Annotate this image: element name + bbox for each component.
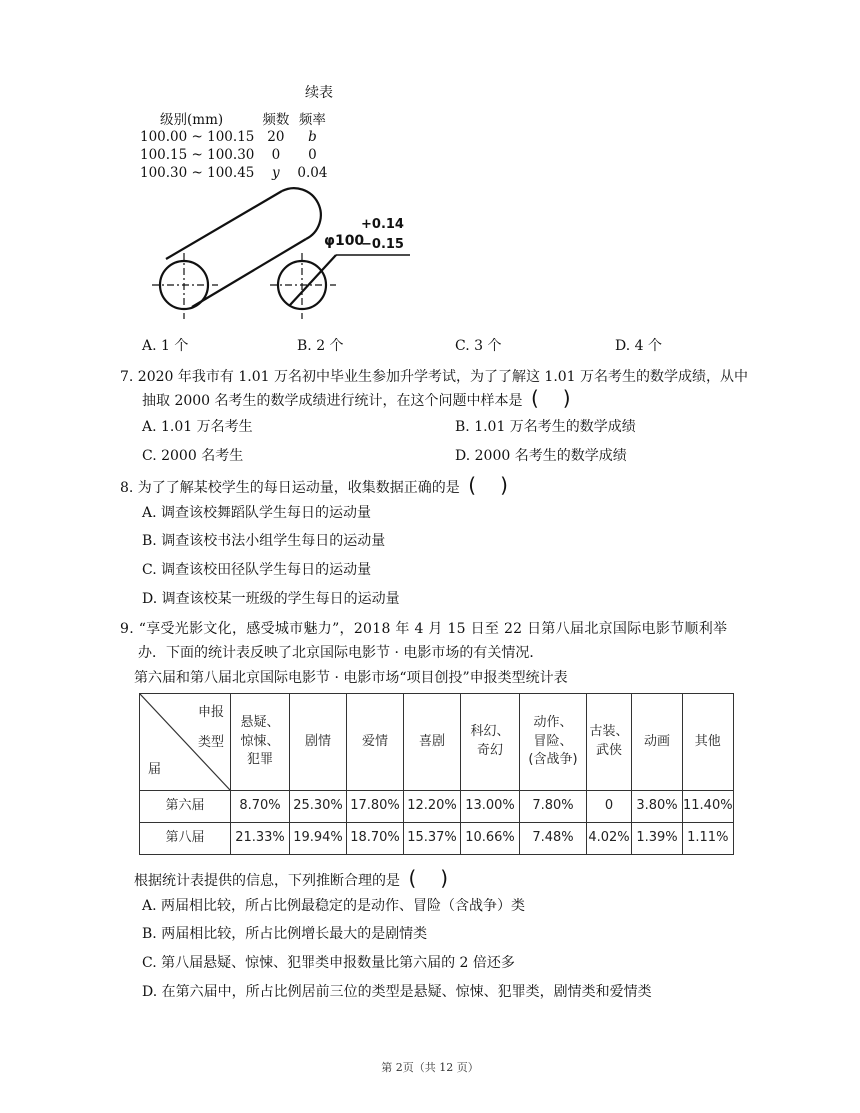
q7-stem-line1: 7. 2020 年我市有 1.01 万名初中毕业生参加升学考试，为了了解这 1.01 万名考生的数学成绩，从中 bbox=[120, 369, 749, 385]
table-cell: 4.02% bbox=[587, 823, 632, 855]
cell-rate: 0.04 bbox=[297, 165, 328, 181]
cylinder-figure bbox=[138, 183, 418, 323]
header-level: 级别(mm) bbox=[160, 112, 224, 128]
table-row bbox=[140, 791, 734, 823]
row-label: 第六届 bbox=[140, 791, 231, 823]
table-cell: 11.40% bbox=[683, 791, 734, 823]
frequency-table bbox=[138, 108, 335, 182]
column-header: 悬疑、 惊悚、 犯罪 bbox=[231, 694, 290, 791]
q7-option-d: D. 2000 名考生的数学成绩 bbox=[455, 448, 627, 464]
table-row bbox=[138, 146, 335, 164]
q7-stem-text: 抽取 2000 名考生的数学成绩进行统计，在这个问题中样本是 bbox=[142, 393, 523, 409]
q9-stem-line2: 办．下面的统计表反映了北京国际电影节 · 电影市场的有关情况． bbox=[138, 645, 544, 661]
table-cell: 25.30% bbox=[290, 791, 347, 823]
cell-rate: b bbox=[308, 129, 317, 145]
header-count: 频数 bbox=[262, 112, 290, 128]
column-header: 科幻、 奇幻 bbox=[461, 694, 520, 791]
q6-option-b: B. 2 个 bbox=[297, 338, 344, 354]
q9-option-d: D. 在第六届中，所占比例居前三位的类型是悬疑、惊悚、犯罪类，剧情类和爱情类 bbox=[142, 984, 652, 1000]
table-cell: 13.00% bbox=[461, 791, 520, 823]
cell-count: 0 bbox=[271, 147, 281, 163]
q6-option-d: D. 4 个 bbox=[615, 338, 662, 354]
dimension-lower-tolerance: −0.15 bbox=[361, 237, 404, 252]
table-row bbox=[140, 823, 734, 855]
table-header-row bbox=[140, 694, 734, 791]
column-header: 动作、 冒险、 (含战争) bbox=[520, 694, 587, 791]
cell-level: 100.30 ~ 100.45 bbox=[140, 165, 255, 181]
cell-level: 100.00 ~ 100.15 bbox=[140, 129, 255, 145]
dimension-upper-tolerance: +0.14 bbox=[361, 217, 404, 232]
table-row bbox=[138, 164, 335, 182]
q8-option-c: C. 调查该校田径队学生每日的运动量 bbox=[142, 562, 372, 578]
q9-question-text: 根据统计表提供的信息，下列推断合理的是 bbox=[134, 873, 400, 889]
table-cell: 19.94% bbox=[290, 823, 347, 855]
table-cell: 12.20% bbox=[404, 791, 461, 823]
corner-label-top: 申报 bbox=[197, 705, 224, 720]
corner-label-mid: 类型 bbox=[197, 735, 224, 750]
q8-stem-text: 8. 为了了解某校学生的每日运动量，收集数据正确的是 bbox=[120, 480, 460, 496]
header-rate: 频率 bbox=[298, 112, 326, 128]
q9-option-c: C. 第八届悬疑、惊悚、犯罪类申报数量比第六届的 2 倍还多 bbox=[142, 955, 515, 971]
q7-option-a: A. 1.01 万名考生 bbox=[142, 419, 253, 435]
column-header: 喜剧 bbox=[404, 694, 461, 791]
row-label: 第八届 bbox=[140, 823, 231, 855]
q7-option-c: C. 2000 名考生 bbox=[142, 448, 244, 464]
q9-option-b: B. 两届相比较，所占比例增长最大的是剧情类 bbox=[142, 926, 428, 942]
page-footer: 第 2页（共 12 页） bbox=[381, 1061, 479, 1074]
q9-table-title: 第六届和第八届北京国际电影节 · 电影市场“项目创投”申报类型统计表 bbox=[134, 670, 568, 686]
table-cell: 3.80% bbox=[632, 791, 683, 823]
answer-blank: ( ) bbox=[530, 386, 571, 410]
column-header: 动画 bbox=[632, 694, 683, 791]
q8-option-b: B. 调查该校书法小组学生每日的运动量 bbox=[142, 533, 386, 549]
q6-option-a: A. 1 个 bbox=[142, 338, 189, 354]
table-corner-cell bbox=[140, 694, 231, 791]
table-cell: 7.80% bbox=[520, 791, 587, 823]
cell-count: 20 bbox=[267, 129, 285, 145]
table-cell: 1.11% bbox=[683, 823, 734, 855]
cell-count: y bbox=[272, 165, 280, 181]
table-cell: 21.33% bbox=[231, 823, 290, 855]
dimension-main: φ100 bbox=[324, 233, 365, 249]
cell-level: 100.15 ~ 100.30 bbox=[140, 147, 255, 163]
table-cell: 1.39% bbox=[632, 823, 683, 855]
q7-stem-line2 bbox=[142, 386, 571, 410]
cell-rate: 0 bbox=[308, 147, 317, 163]
answer-blank: ( ) bbox=[408, 866, 449, 890]
q8-option-a: A. 调查该校舞蹈队学生每日的运动量 bbox=[142, 505, 372, 521]
table-cell: 8.70% bbox=[231, 791, 290, 823]
column-header: 剧情 bbox=[290, 694, 347, 791]
table-cell: 10.66% bbox=[461, 823, 520, 855]
table-row bbox=[138, 128, 335, 146]
answer-blank: ( ) bbox=[468, 473, 508, 497]
q9-stem-line1: 9. “享受光影文化，感受城市魅力”，2018 年 4 月 15 日至 22 日第八届北京国际电影节顺利举 bbox=[120, 621, 728, 637]
table-cell: 17.80% bbox=[347, 791, 404, 823]
column-header: 古装、 武侠 bbox=[587, 694, 632, 791]
frequency-table-header bbox=[138, 108, 335, 128]
corner-label-bottom: 届 bbox=[148, 762, 162, 778]
table-cell: 7.48% bbox=[520, 823, 587, 855]
continued-table-label: 续表 bbox=[305, 85, 333, 101]
table-cell: 15.37% bbox=[404, 823, 461, 855]
q8-stem bbox=[120, 473, 508, 497]
film-stat-table bbox=[139, 693, 734, 855]
column-header: 其他 bbox=[683, 694, 734, 791]
column-header: 爱情 bbox=[347, 694, 404, 791]
q9-question-stem bbox=[134, 866, 449, 890]
table-cell: 18.70% bbox=[347, 823, 404, 855]
table-cell: 0 bbox=[587, 791, 632, 823]
q7-option-b: B. 1.01 万名考生的数学成绩 bbox=[455, 419, 636, 435]
q9-option-a: A. 两届相比较，所占比例最稳定的是动作、冒险（含战争）类 bbox=[142, 898, 526, 914]
q8-option-d: D. 调查该校某一班级的学生每日的运动量 bbox=[142, 591, 400, 607]
q6-option-c: C. 3 个 bbox=[455, 338, 502, 354]
